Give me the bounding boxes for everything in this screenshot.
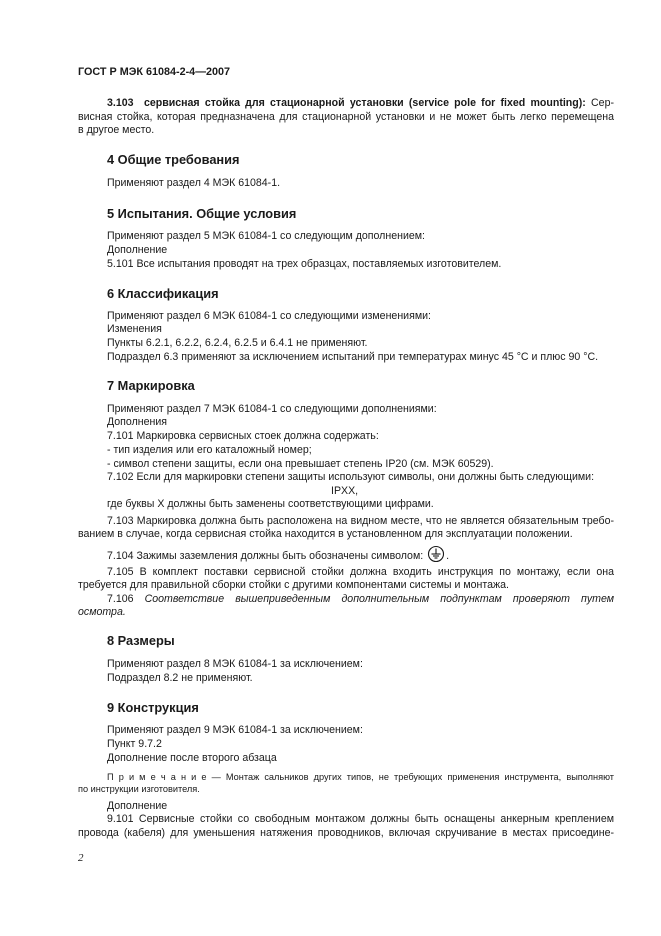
section-7-paragraph-7105-line1: 7.105 В комплект поставки сервисной стойки должна входить инструкция по монтажу, если она — [107, 566, 614, 578]
note-text: — Монтаж сальников других типов, не требующих применения инструмента, выполняют — [206, 772, 614, 782]
section-7-paragraph-3: 7.101 Маркировка сервисных стоек должна содержать: — [107, 430, 379, 442]
earth-ground-icon — [427, 545, 445, 567]
section-7-list-item-2: - символ степени защиты, если она превышает степень IP20 (см. МЭК 60529). — [107, 458, 494, 470]
section-9-paragraph-3: Дополнение после второго абзаца — [107, 752, 277, 764]
section-7-paragraph-1: Применяют раздел 7 МЭК 61084-1 со следующими дополнениями: — [107, 403, 437, 415]
section-5-paragraph-1: Применяют раздел 5 МЭК 61084-1 со следующим дополнением: — [107, 230, 425, 242]
section-7-paragraph-7106-line2: осмотра. — [78, 606, 126, 618]
section-6-paragraph-3: Пункты 6.2.1, 6.2.2, 6.2.4, 6.2.5 и 6.4.1 не применяют. — [107, 337, 368, 349]
section-9-paragraph-2: Пункт 9.7.2 — [107, 738, 162, 750]
section-8-paragraph-2: Подраздел 8.2 не применяют. — [107, 672, 253, 684]
section-7-paragraph-7105-line2: требуется для правильной сборки стойки с другими компонентами системы и монтажа. — [78, 579, 509, 591]
section-4-paragraph: Применяют раздел 4 МЭК 61084-1. — [107, 177, 281, 189]
section-9-title: 9 Конструкция — [107, 700, 199, 715]
section-6-paragraph-1: Применяют раздел 6 МЭК 61084-1 со следующими изменениями: — [107, 310, 431, 322]
section-7-paragraph-7103-line2: ванием в случае, когда сервисная стойка находится в установленном для эксплуатации положении. — [78, 528, 573, 540]
section-6-paragraph-2: Изменения — [107, 323, 162, 335]
section-4-title: 4 Общие требования — [107, 152, 240, 167]
section-7-list-item-1: - тип изделия или его каталожный номер; — [107, 444, 312, 456]
section-8-title: 8 Размеры — [107, 633, 175, 648]
document-header: ГОСТ Р МЭК 61084-2-4—2007 — [78, 66, 231, 78]
paragraph-7106-number: 7.106 — [107, 593, 134, 605]
definition-term: сервисная стойка для стационарной установки (service pole for fixed mounting): — [143, 97, 586, 109]
paragraph-7104-end: . — [446, 550, 450, 562]
section-9-paragraph-4: Дополнение — [107, 800, 168, 812]
section-6-paragraph-4: Подраздел 6.3 применяют за исключением испытаний при температурах минус 45 °С и плюс 90 °С. — [107, 351, 599, 363]
section-8-paragraph-1: Применяют раздел 8 МЭК 61084-1 за исключением: — [107, 658, 363, 670]
section-6-title: 6 Классификация — [107, 286, 219, 301]
section-7-paragraph-7102: 7.102 Если для маркировки степени защиты используют символы, они должны быть следующими: — [107, 471, 595, 483]
section-7-paragraph-7102-cont: где буквы Х должны быть заменены соответствующими цифрами. — [107, 498, 434, 510]
section-9-paragraph-1: Применяют раздел 9 МЭК 61084-1 за исключением: — [107, 724, 363, 736]
section-7-title: 7 Маркировка — [107, 378, 195, 393]
section-5-paragraph-2: Дополнение — [107, 244, 168, 256]
section-9-paragraph-9101-line2: провода (кабеля) для уменьшения натяжения проводников, включая скручивание в местах присоедине- — [78, 827, 614, 839]
section-9-note-line2: по инструкции изготовителя. — [78, 784, 200, 794]
section-7-paragraph-2: Дополнения — [107, 416, 168, 428]
section-9-paragraph-9101-line1: 9.101 Сервисные стойки со свободным монтажом должны быть оснащены анкерным креплением — [107, 813, 614, 825]
note-label: П р и м е ч а н и е — [107, 772, 207, 782]
section-7-paragraph-7106-line1 — [107, 593, 614, 606]
section-7-paragraph-7104 — [107, 545, 449, 567]
section-5-title: 5 Испытания. Общие условия — [107, 206, 297, 221]
definition-number: 3.103 — [107, 97, 134, 109]
definition-3103-line1 — [107, 97, 614, 110]
section-5-paragraph-3: 5.101 Все испытания проводят на трех образцах, поставляемых изготовителем. — [107, 258, 502, 270]
page-number: 2 — [78, 852, 84, 864]
section-7-paragraph-7103-line1: 7.103 Маркировка должна быть расположена на видном месте, что не является обязательным требо- — [107, 515, 614, 527]
section-9-note-line1 — [107, 771, 614, 783]
ipxx-formula: IPXX, — [331, 485, 359, 497]
definition-3103-line3: в другое место. — [78, 124, 155, 136]
paragraph-7104-text: 7.104 Зажимы заземления должны быть обозначены символом: — [107, 550, 424, 562]
paragraph-7106-text: Соответствие вышеприведенным дополнительным подпунктам проверяют путем — [144, 593, 614, 605]
definition-text: Сер- — [591, 97, 614, 109]
definition-3103-line2: висная стойка, которая предназначена для стационарной установки и не может быть легко перемещена — [78, 111, 614, 123]
